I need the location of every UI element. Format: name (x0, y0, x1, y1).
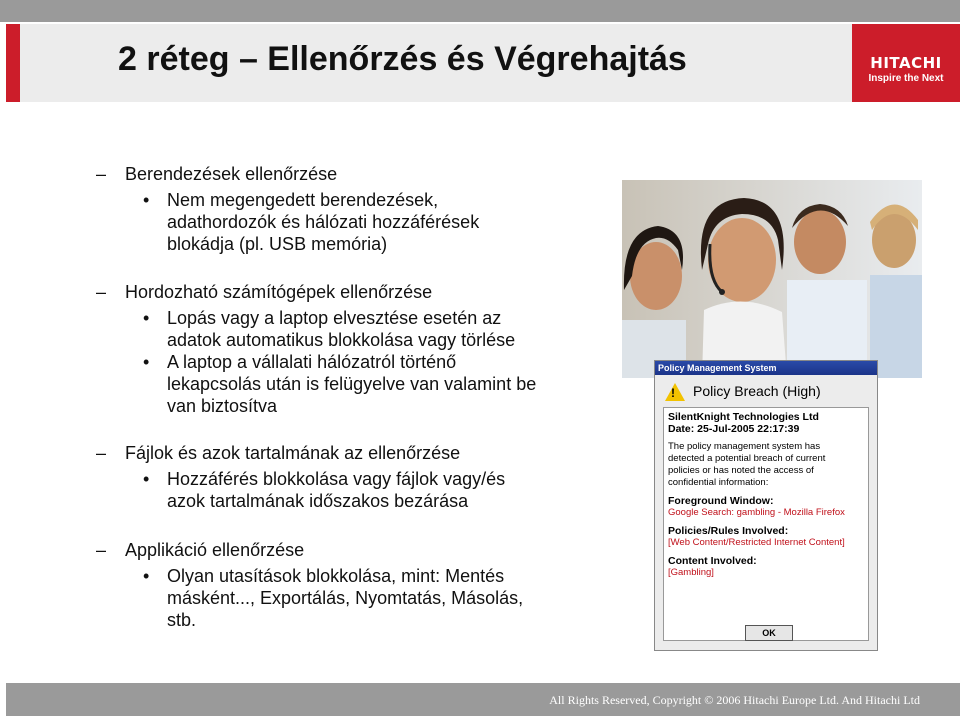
dialog-header (663, 381, 869, 405)
logo-tagline: Inspire the Next (868, 73, 944, 84)
logo-brand: HITACHI (870, 54, 942, 72)
bullet-dot: • (143, 308, 150, 328)
top-bar (0, 0, 960, 22)
breach-headline: Policy Breach (High) (693, 383, 821, 399)
section-heading: Hordozható számítógépek ellenőrzése (125, 282, 433, 302)
bullet-dot: • (143, 190, 150, 210)
warning-icon (665, 383, 685, 401)
policy-breach-dialog (654, 360, 878, 651)
copyright-text: All Rights Reserved, Copyright © 2006 Hitachi Europe Ltd. And Hitachi Ltd (549, 693, 920, 707)
content-label: Content Involved: (668, 555, 757, 567)
bullet-text: Hozzáférés blokkolása vagy fájlok vagy/és azok tartalmának időszakos bezárása (167, 469, 506, 511)
bullet-dot: • (143, 469, 150, 489)
content-value: [Gambling] (668, 567, 714, 578)
call-center-photo (622, 180, 922, 378)
section-dash: – (96, 164, 107, 184)
hitachi-logo (852, 24, 960, 102)
bullet-text: Nem megengedett berendezések, adathordozók és hálózati hozzáférések blokádja (pl. USB memória) (167, 190, 480, 254)
section-heading: Fájlok és azok tartalmának az ellenőrzése (125, 443, 461, 463)
foreground-label: Foreground Window: (668, 495, 774, 507)
section-heading: Berendezések ellenőrzése (125, 164, 338, 184)
warning-icon-mark: ! (671, 386, 675, 400)
section-dash: – (96, 282, 107, 302)
slide-title: 2 réteg – Ellenőrzés és Végrehajtás (118, 40, 687, 78)
policies-value: [Web Content/Restricted Internet Content] (668, 537, 845, 548)
bullet-dot: • (143, 352, 150, 372)
footer-bar (6, 683, 960, 716)
message-line: confidential information: (668, 477, 769, 488)
message-line: The policy management system has (668, 441, 821, 452)
ok-button[interactable]: OK (745, 625, 793, 641)
section-dash: – (96, 443, 107, 463)
bullet-text: Lopás vagy a laptop elvesztése esetén az adatok automatikus blokkolása vagy törlése (167, 308, 516, 350)
bullet-dot: • (143, 566, 150, 586)
policies-label: Policies/Rules Involved: (668, 525, 789, 537)
dialog-body (663, 407, 869, 641)
message-line: policies or has noted the access of (668, 465, 814, 476)
breach-date: Date: 25-Jul-2005 22:17:39 (668, 423, 800, 435)
company-name: SilentKnight Technologies Ltd (668, 411, 819, 423)
foreground-value: Google Search: gambling - Mozilla Firefox (668, 507, 845, 518)
section-heading: Applikáció ellenőrzése (125, 540, 305, 560)
bullet-text: Olyan utasítások blokkolása, mint: Mentés másként..., Exportálás, Nyomtatás, Másolás, stb. (167, 566, 524, 630)
message-line: detected a potential breach of current (668, 453, 826, 464)
dialog-title-bar: Policy Management System (655, 361, 877, 375)
call-center-illustration (622, 180, 922, 378)
bullet-text: A laptop a vállalati hálózatról történő lekapcsolás után is felügyelve van valamint be van biztosítva (167, 352, 537, 416)
section-dash: – (96, 540, 107, 560)
title-accent (6, 24, 20, 102)
